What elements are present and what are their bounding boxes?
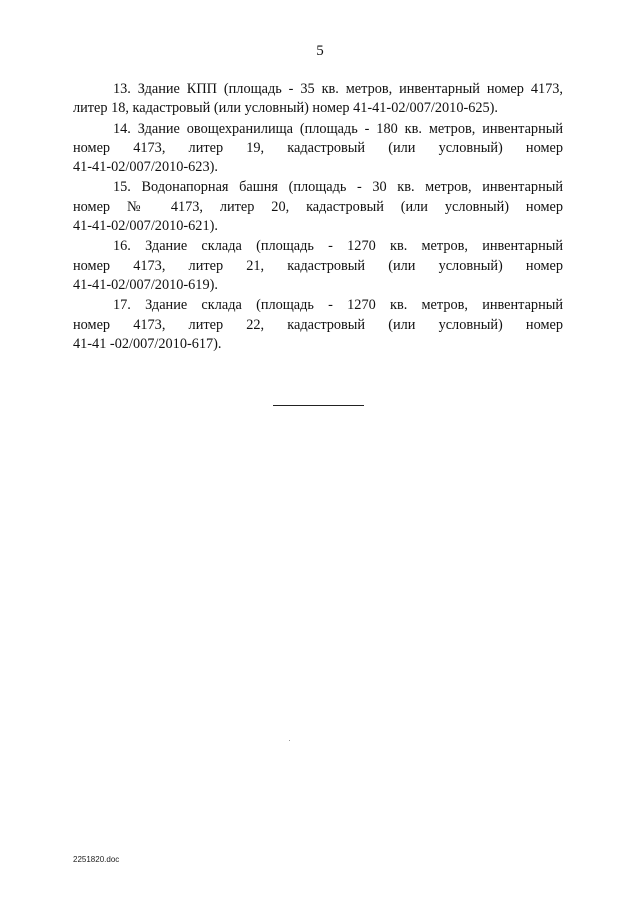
list-item-17-line-2: номер 4173, литер 22, кадастровый (или условный) номер xyxy=(73,316,563,333)
list-item-13-line-1: 13. Здание КПП (площадь - 35 кв. метров, инвентарный номер 4173, xyxy=(113,81,563,97)
list-item-14-line-2: номер 4173, литер 19, кадастровый (или условный) номер xyxy=(73,139,563,156)
list-item-13 xyxy=(73,80,563,119)
list-item-16-line-3: 41-41-02/007/2010-619). xyxy=(73,276,218,293)
page-number: 5 xyxy=(316,43,324,59)
list-item-14-line-3: 41-41-02/007/2010-623). xyxy=(73,159,218,176)
list-item-15-line-1: 15. Водонапорная башня (площадь - 30 кв. метров, инвентарный xyxy=(113,179,563,196)
list-item-15-line-2: номер № 4173, литер 20, кадастровый (или условный) номер xyxy=(73,198,563,215)
list-item-15-line-3: 41-41-02/007/2010-621). xyxy=(73,218,218,235)
list-item-16-line-1: 16. Здание склада (площадь - 1270 кв. метров, инвентарный xyxy=(113,238,563,255)
list-item-17-line-1: 17. Здание склада (площадь - 1270 кв. метров, инвентарный xyxy=(113,297,563,314)
list-item-14 xyxy=(73,120,563,178)
list-item-17-line-3: 41-41 -02/007/2010-617). xyxy=(73,335,222,352)
list-item-13-line-2: литер 18, кадастровый (или условный) номер 41-41-02/007/2010-625). xyxy=(73,100,499,117)
scan-speck xyxy=(289,740,290,741)
section-separator-line xyxy=(273,405,364,406)
list-item-15 xyxy=(73,178,563,236)
list-item-17 xyxy=(73,296,563,354)
list-item-16 xyxy=(73,237,563,295)
list-item-16-line-2: номер 4173, литер 21, кадастровый (или условный) номер xyxy=(73,257,563,274)
list-item-14-line-1: 14. Здание овощехранилища (площадь - 180 кв. метров, инвентарный xyxy=(113,120,563,137)
document-body xyxy=(73,80,563,355)
document-file-code: 2251820.doc xyxy=(73,855,120,864)
